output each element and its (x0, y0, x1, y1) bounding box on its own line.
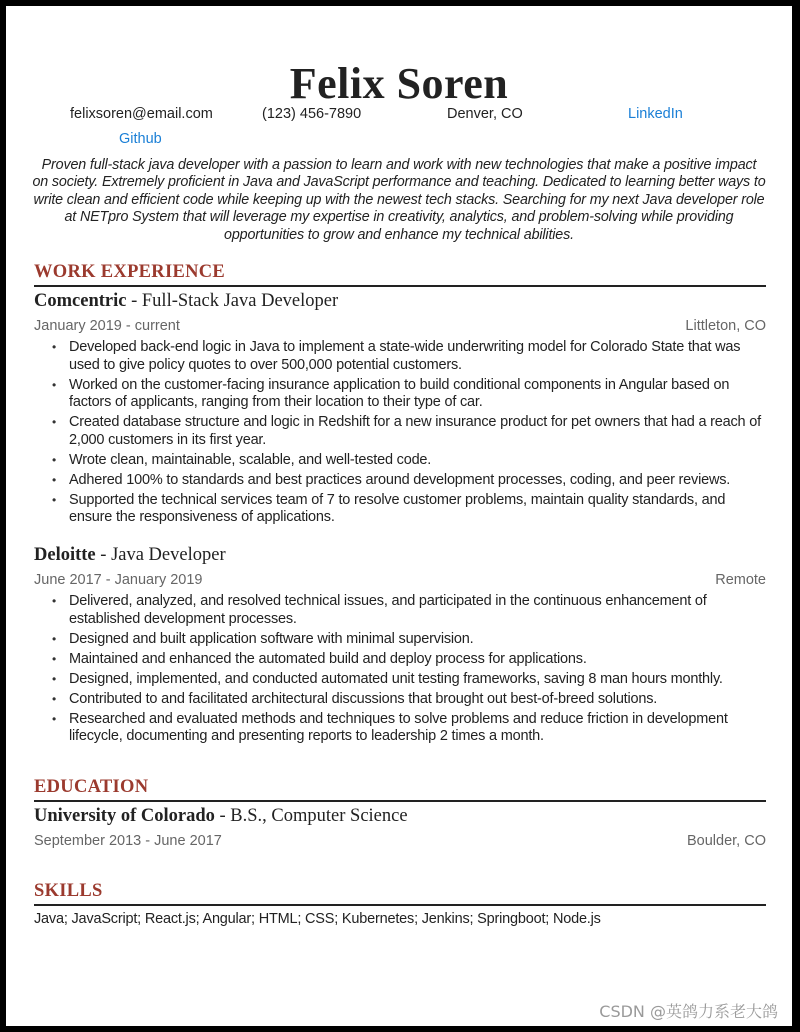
job-dates: January 2019 - current (34, 318, 180, 334)
list-item: • Developed back-end logic in Java to implement a state-wide underwriting model for Colorado State that was used to give policy quotes to over 500,000 potential customers. (69, 339, 768, 374)
job-location: Littleton, CO (685, 318, 766, 334)
job-heading (34, 545, 226, 566)
contact-location: Denver, CO (447, 106, 523, 122)
degree: B.S., Computer Science (230, 806, 408, 826)
job-bullets (34, 339, 768, 530)
list-item: • Maintained and enhanced the automated build and deploy process for applications. (69, 651, 768, 669)
section-title-skills: SKILLS (34, 881, 103, 901)
resume-page (6, 6, 792, 1026)
list-item: • Wrote clean, maintainable, scalable, and well-tested code. (69, 452, 768, 470)
education-dates: September 2013 - June 2017 (34, 833, 222, 849)
job-title: Full-Stack Java Developer (141, 291, 339, 311)
list-item: • Adhered 100% to standards and best practices around development processes, coding, and peer reviews. (69, 472, 768, 490)
list-item: • Delivered, analyzed, and resolved technical issues, and participated in the continuous enhancement of established development processes. (69, 593, 768, 628)
education-heading (34, 806, 408, 827)
list-item: • Supported the technical services team of 7 to resolve customer problems, maintain quality standards, and ensure the responsiveness of applications. (69, 492, 768, 527)
section-divider (34, 904, 766, 906)
skills-list: Java; JavaScript; React.js; Angular; HTML; CSS; Kubernetes; Jenkins; Springboot; Node.js (34, 911, 601, 927)
heading-separator: - (214, 806, 231, 826)
section-title-work-experience: WORK EXPERIENCE (34, 262, 226, 282)
list-item: • Contributed to and facilitated architectural discussions that brought out best-of-breed solutions. (69, 691, 768, 709)
list-item: • Researched and evaluated methods and techniques to solve problems and reduce friction in development lifecycle, documenting and presenting reports to leadership 2 times a month. (69, 711, 768, 746)
contact-phone: (123) 456-7890 (262, 106, 362, 122)
watermark: CSDN @英鸽力系老大鸽 (599, 1002, 778, 1021)
section-title-education: EDUCATION (34, 777, 149, 797)
school-name: University of Colorado (34, 806, 215, 826)
professional-summary: Proven full-stack java developer with a passion to learn and work with new technologies that make a positive impact on society. Extremely proficient in Java and JavaScript performance and teaching. Dedicated to learning better ways to write clean and efficient code while keeping up with the newest tech stacks. Searching for my next Java developer role at NETpro System that will leverage my expertise in creativity, analytics, and problem-solving while providing opportunities to grow and enhance my technical abilities. (32, 157, 766, 243)
job-heading (34, 291, 338, 312)
section-divider (34, 285, 766, 287)
company-name: Comcentric (34, 291, 127, 311)
candidate-name: Felix Soren (289, 59, 509, 108)
heading-separator: - (95, 545, 112, 565)
section-divider (34, 800, 766, 802)
linkedin-link[interactable]: LinkedIn (628, 106, 683, 122)
job-bullets (34, 593, 768, 749)
job-location: Remote (715, 572, 766, 588)
list-item: • Created database structure and logic in Redshift for a new insurance product for pet owners that had a reach of 2,000 customers in its first year. (69, 414, 768, 449)
list-item: • Worked on the customer-facing insurance application to build conditional components in Angular based on factors of applicants, ranging from their location to their type of car. (69, 377, 768, 412)
heading-separator: - (126, 291, 142, 311)
list-item: • Designed, implemented, and conducted automated unit testing frameworks, saving 8 man hours monthly. (69, 671, 768, 689)
company-name: Deloitte (34, 545, 96, 565)
education-location: Boulder, CO (687, 833, 766, 849)
job-dates: June 2017 - January 2019 (34, 572, 203, 588)
contact-email: felixsoren@email.com (70, 106, 213, 122)
list-item: • Designed and built application software with minimal supervision. (69, 631, 768, 649)
github-link[interactable]: Github (119, 131, 162, 147)
job-title: Java Developer (111, 545, 226, 565)
